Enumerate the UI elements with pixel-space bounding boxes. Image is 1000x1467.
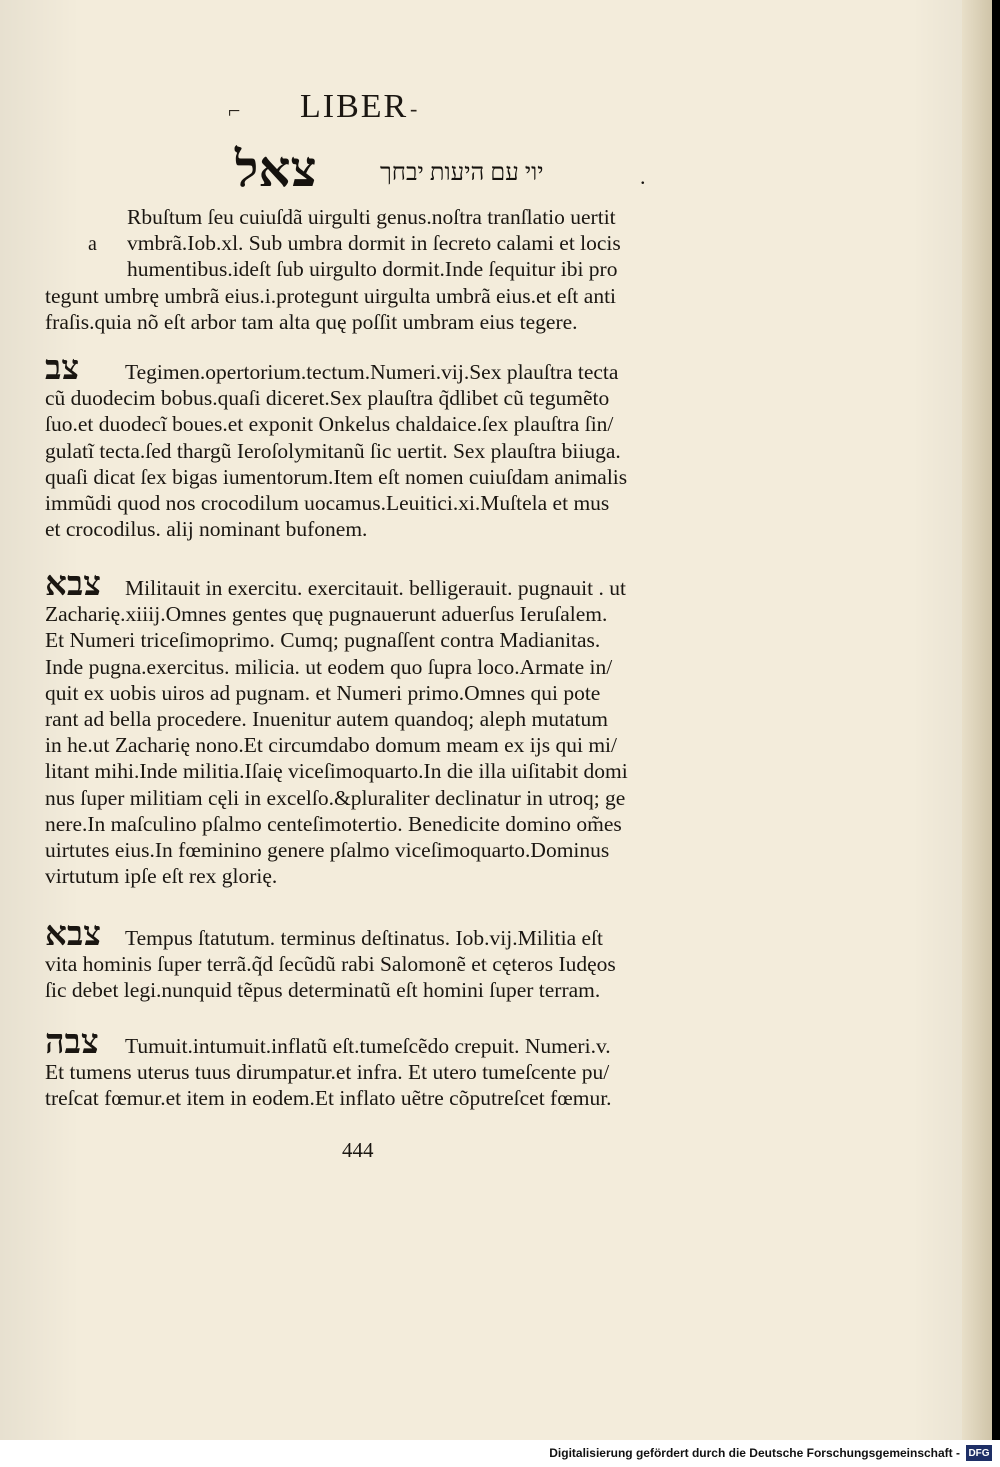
hebrew-dot: . (640, 164, 646, 189)
text-line: nus ſuper militiam cęli in excelſo.&pluraliter declinatur in utroq; ge (45, 785, 626, 810)
text-line: ſuo.et duodecĩ boues.et exponit Onkelus chaldaice.ſex plauſtra ſin/ (45, 412, 614, 437)
text-line: ſic debet legi.nunquid tẽpus determinatũ eſt homini ſuper terram. (45, 978, 601, 1003)
entry-2 (45, 566, 685, 889)
header-left-mark: ⌐ (228, 98, 241, 123)
text-line: rant ad bella procedere. Inuenitur autem quandoq; aleph mutatum (45, 707, 608, 732)
text-line: cũ duodecim bobus.quaſi diceret.Sex plauſtra q̃dlibet cũ tegumẽto (45, 386, 610, 411)
margin-letter: a (88, 233, 97, 255)
entry-heading (45, 1024, 685, 1061)
text-line: virtutum ipſe eſt rex glorię. (45, 864, 278, 889)
text-line: tegunt umbrę umbrã eius.i.protegunt uirgulta umbrã eius.et eſt anti (45, 283, 617, 308)
entry-4 (45, 1024, 685, 1112)
text-line: Inde pugna.exercitus. milicia. ut eodem quo ſupra loco.Armate in/ (45, 654, 613, 679)
text-line: immũdi quod nos crocodilum uocamus.Leuitici.xi.Muſtela et mus (45, 491, 610, 516)
footer-credit: Digitalisierung gefördert durch die Deutsche Forschungsgemeinschaft - (549, 1446, 960, 1460)
entry-head-text: Tempus ſtatutum. terminus deſtinatus. Iob.vij.Militia eſt (125, 926, 604, 950)
entry-1 (45, 350, 685, 542)
text-line: quaſi dicat ſex bigas iumentorum.Item eſt nomen cuiuſdam animalis (45, 464, 628, 489)
running-header: LIBER (300, 88, 409, 125)
dfg-logo-icon: DFG (966, 1445, 992, 1461)
entry-heading (45, 566, 685, 603)
header-right-mark: - (410, 96, 418, 121)
entry-head-text: Tumuit.intumuit.inflatũ eſt.tumeſcẽdo crepuit. Numeri.v. (125, 1034, 611, 1058)
entry-hebrew: צבא (45, 916, 102, 953)
text-line: humentibus.ideſt ſub uirgulto dormit.Inde ſequitur ibi pro (127, 257, 618, 282)
entry-hebrew: צבא (45, 566, 102, 603)
text-line: uirtutes eius.In fœminino genere pſalmo viceſimoquarto.Dominus (45, 838, 610, 863)
text-line: treſcat fœmur.et item in eodem.Et inflato uẽtre cõputreſcet fœmur. (45, 1086, 612, 1111)
entry-3 (45, 916, 685, 1004)
hebrew-headword: צאל (235, 141, 317, 197)
text-line: in he.ut Zacharię nono.Et circumdabo domum meam ex ijs qui mi/ (45, 733, 617, 758)
text-line: vita hominis ſuper terrã.q̃d ſecũdũ rabi Salomonẽ et cęteros Iudęos (45, 952, 616, 977)
page-edge (962, 0, 992, 1440)
entry-heading (45, 350, 685, 387)
text-line: quit ex uobis uiros ad pugnam. et Numeri primo.Omnes qui pote (45, 680, 601, 705)
footer-bar (0, 1440, 1000, 1467)
text-line: fraſis.quia nõ eſt arbor tam alta quę poſſit umbram eius tegere. (45, 309, 578, 334)
text-line: gulatĩ tecta.ſed thargũ Ieroſolymitanũ ſic uertit. Sex plauſtra biiuga. (45, 438, 621, 463)
text-line: et crocodilus. alij nominant bufonem. (45, 517, 368, 542)
entry-heading (45, 916, 685, 953)
first-entry (45, 204, 685, 335)
entry-head-text: Militauit in exercitu. exercitauit. belligerauit. pugnauit . ut (125, 576, 626, 600)
hebrew-phrase: יוי עם היעות יבחך (380, 160, 544, 186)
text-line: Zacharię.xiiij.Omnes gentes quę pugnauerunt aduerſus Ieruſalem. (45, 602, 608, 627)
text-line: litant mihi.Inde militia.Iſaię viceſimoquarto.In die illa uiſitabit domi (45, 759, 628, 784)
text-line: nere.In maſculino pſalmo centeſimotertio. Benedicite domino om̃es (45, 811, 622, 836)
text-line: vmbrã.Iob.xl. Sub umbra dormit in ſecreto calami et locis (127, 231, 621, 256)
page-number: 444 (342, 1138, 374, 1162)
entry-hebrew: צבה (45, 1024, 99, 1061)
entry-head-text: Tegimen.opertorium.tectum.Numeri.vij.Sex plauſtra tecta (125, 360, 619, 384)
text-line: Et Numeri triceſimoprimo. Cumq; pugnaſſent contra Madianitas. (45, 628, 601, 653)
text-line: Rbuſtum ſeu cuiuſdã uirgulti genus.noſtra tranſlatio uertit (127, 205, 616, 229)
text-line: Et tumens uterus tuus dirumpatur.et infra. Et utero tumeſcente pu/ (45, 1060, 610, 1085)
entry-hebrew: צב (45, 350, 80, 387)
hebrew-headword-line (235, 140, 650, 200)
